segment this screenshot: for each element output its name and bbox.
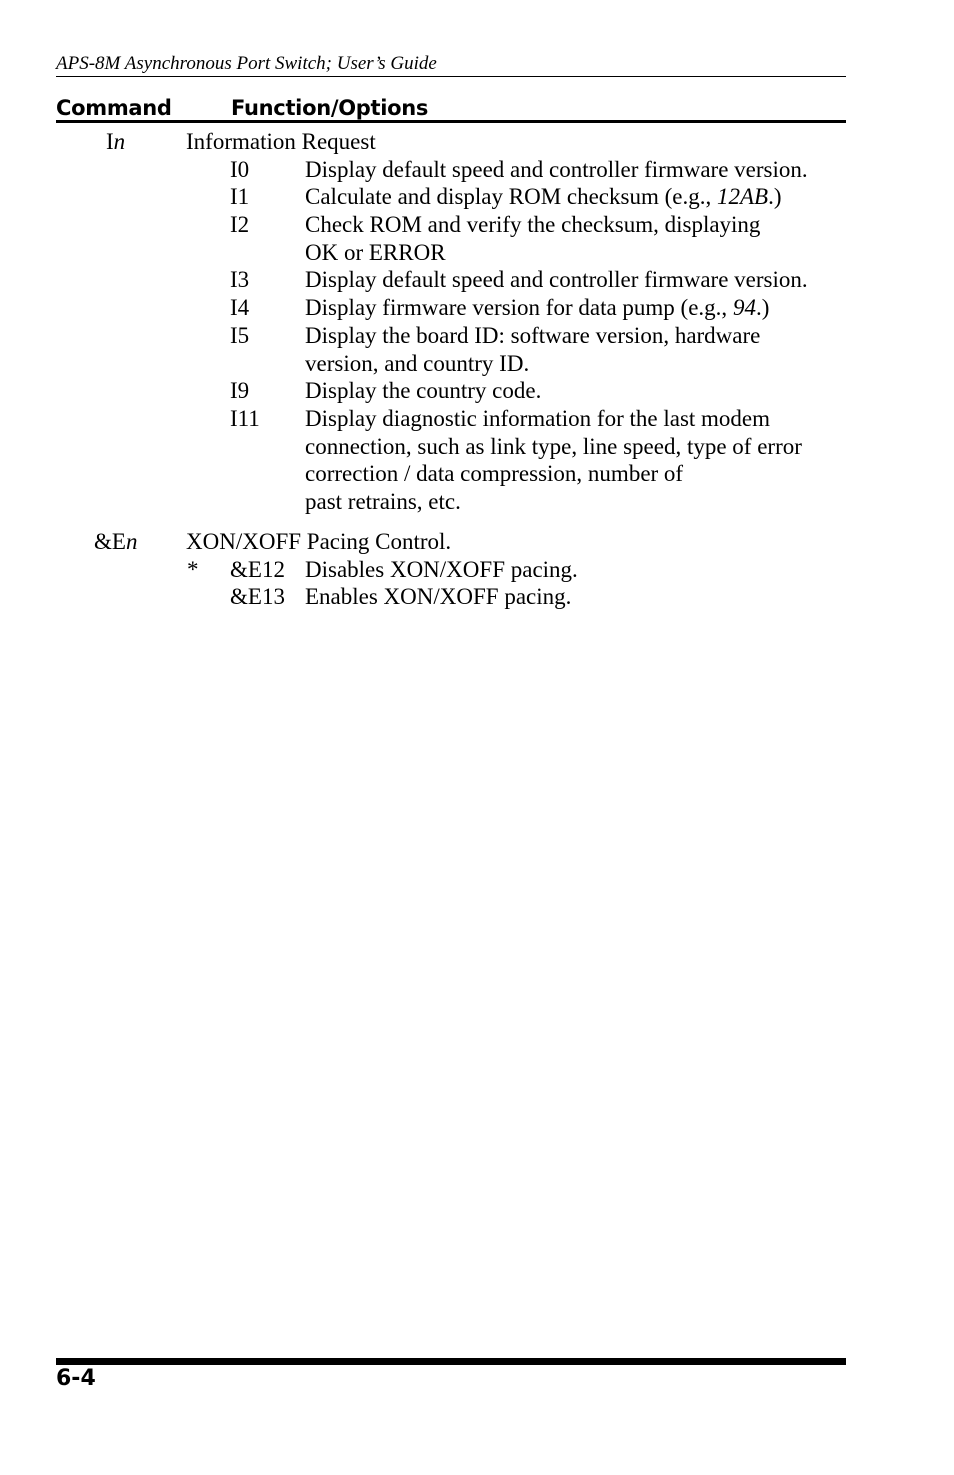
option-text: Disables XON/XOFF pacing. [305, 557, 578, 582]
option-text: Check ROM and verify the checksum, displaying [305, 212, 761, 237]
command-code-prefix: &E [94, 529, 126, 554]
option-code: I0 [230, 157, 250, 182]
option-text: correction / data compression, number of [305, 461, 684, 486]
option-code: I11 [230, 406, 260, 431]
page-number: 6-4 [56, 1366, 96, 1391]
footer-rule [56, 1358, 846, 1365]
command-code-variable: n [125, 529, 138, 554]
column-heading-rule [56, 120, 846, 123]
option-code: I5 [230, 323, 250, 348]
command-description: Information Request [186, 129, 376, 154]
function-column-heading: Function/Options [231, 96, 429, 120]
option-code: I4 [230, 295, 250, 320]
option-text: Display diagnostic information for the last modem [305, 406, 771, 431]
option-text: Display default speed and controller firmware version. [305, 157, 808, 182]
command-description: XON/XOFF Pacing Control. [186, 529, 452, 554]
option-text: Display the board ID: software version, hardware [305, 323, 761, 348]
option-code: I1 [230, 184, 250, 209]
command-code-variable: n [113, 129, 126, 154]
header-rule [56, 76, 846, 77]
option-code: I3 [230, 267, 250, 292]
option-code: I2 [230, 212, 250, 237]
option-text: Display firmware version for data pump (e.g., 94.) [305, 295, 770, 320]
option-text: connection, such as link type, line speed, type of error [305, 434, 802, 459]
option-code: &E12 [230, 557, 285, 582]
command-code-in [106, 128, 125, 156]
option-text: OK or ERROR [305, 240, 446, 265]
option-text: Display the country code. [305, 378, 542, 403]
option-text: Display default speed and controller firmware version. [305, 267, 808, 292]
option-code: &E13 [230, 584, 285, 609]
option-code: I9 [230, 378, 250, 403]
command-column-heading: Command [56, 96, 172, 120]
option-text: past retrains, etc. [305, 489, 461, 514]
default-marker: * [187, 557, 199, 582]
option-text: Calculate and display ROM checksum (e.g., 12AB.) [305, 184, 782, 209]
option-text: version, and country ID. [305, 351, 530, 376]
command-code-prefix: I [106, 129, 114, 154]
running-header: APS-8M Asynchronous Port Switch; User’s Guide [56, 53, 437, 74]
option-text: Enables XON/XOFF pacing. [305, 584, 572, 609]
command-code-en [94, 528, 137, 556]
